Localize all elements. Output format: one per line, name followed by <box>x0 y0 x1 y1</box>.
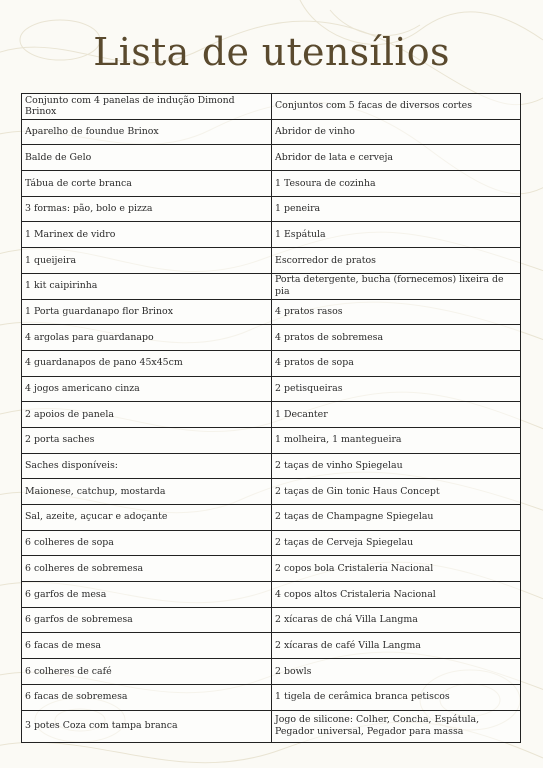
table-cell: 2 copos bola Cristaleria Nacional <box>272 556 521 582</box>
table-cell: 4 guardanapos de pano 45x45cm <box>22 350 272 376</box>
table-cell: Jogo de silicone: Colher, Concha, Espátula, Pegador universal, Pegador para massa <box>272 710 521 742</box>
table-cell: 3 potes Coza com tampa branca <box>22 710 272 742</box>
table-row <box>22 196 521 222</box>
table-cell: 2 taças de Champagne Spiegelau <box>272 505 521 531</box>
table-cell: 4 pratos de sopa <box>272 350 521 376</box>
table-cell: 2 taças de vinho Spiegelau <box>272 453 521 479</box>
table-cell: 4 copos altos Cristaleria Nacional <box>272 582 521 608</box>
table-row <box>22 350 521 376</box>
table-row <box>22 582 521 608</box>
table-cell: 4 argolas para guardanapo <box>22 325 272 351</box>
table-cell: 1 molheira, 1 mantegueira <box>272 427 521 453</box>
table-cell: 2 porta saches <box>22 427 272 453</box>
table-cell: 6 garfos de sobremesa <box>22 607 272 633</box>
table-cell: Conjuntos com 5 facas de diversos cortes <box>272 94 521 120</box>
table-cell: 1 Tesoura de cozinha <box>272 171 521 197</box>
table-row <box>22 710 521 742</box>
table-cell: Conjunto com 4 panelas de indução Dimond Brinox <box>22 94 272 120</box>
table-row <box>22 453 521 479</box>
table-row <box>22 376 521 402</box>
table-cell: Maionese, catchup, mostarda <box>22 479 272 505</box>
table-cell: Tábua de corte branca <box>22 171 272 197</box>
table-cell: Abridor de vinho <box>272 119 521 145</box>
table-cell: Abridor de lata e cerveja <box>272 145 521 171</box>
table-cell: Balde de Gelo <box>22 145 272 171</box>
table-cell: Saches disponíveis: <box>22 453 272 479</box>
table-row <box>22 479 521 505</box>
table-row <box>22 273 521 299</box>
table-cell: 1 Marinex de vidro <box>22 222 272 248</box>
table-cell: 6 facas de sobremesa <box>22 684 272 710</box>
table-row <box>22 222 521 248</box>
table-cell: Aparelho de foundue Brinox <box>22 119 272 145</box>
table-cell: 1 Porta guardanapo flor Brinox <box>22 299 272 325</box>
table-row <box>22 684 521 710</box>
table-cell: 6 garfos de mesa <box>22 582 272 608</box>
table-row <box>22 633 521 659</box>
table-cell: 1 Espátula <box>272 222 521 248</box>
table-cell: 2 petisqueiras <box>272 376 521 402</box>
table-cell: 2 xícaras de chá Villa Langma <box>272 607 521 633</box>
table-cell: 1 tigela de cerâmica branca petiscos <box>272 684 521 710</box>
table-row <box>22 505 521 531</box>
table-cell: 6 colheres de sopa <box>22 530 272 556</box>
table-row <box>22 94 521 120</box>
table-cell: 3 formas: pão, bolo e pizza <box>22 196 272 222</box>
table-cell: 6 colheres de café <box>22 659 272 685</box>
table-cell: Porta detergente, bucha (fornecemos) lixeira de pia <box>272 273 521 299</box>
table-cell: Escorredor de pratos <box>272 248 521 274</box>
table-cell: 6 colheres de sobremesa <box>22 556 272 582</box>
table-cell: 2 taças de Cerveja Spiegelau <box>272 530 521 556</box>
table-row <box>22 299 521 325</box>
table-row <box>22 325 521 351</box>
table-row <box>22 119 521 145</box>
table-cell: 4 pratos de sobremesa <box>272 325 521 351</box>
table-cell: 1 kit caipirinha <box>22 273 272 299</box>
table-cell: 4 pratos rasos <box>272 299 521 325</box>
table-cell: 1 peneira <box>272 196 521 222</box>
utensils-table <box>21 93 521 743</box>
table-cell: 1 Decanter <box>272 402 521 428</box>
page-title: Lista de utensílios <box>93 30 450 74</box>
table-row <box>22 171 521 197</box>
table-cell: 2 bowls <box>272 659 521 685</box>
table-cell: 1 queijeira <box>22 248 272 274</box>
table-row <box>22 427 521 453</box>
table-cell: 4 jogos americano cinza <box>22 376 272 402</box>
table-row <box>22 607 521 633</box>
table-row <box>22 556 521 582</box>
table-cell: 6 facas de mesa <box>22 633 272 659</box>
table-row <box>22 248 521 274</box>
table-row <box>22 659 521 685</box>
table-row <box>22 530 521 556</box>
table-cell: 2 xícaras de café Villa Langma <box>272 633 521 659</box>
table-cell: Sal, azeite, açucar e adoçante <box>22 505 272 531</box>
table-row <box>22 145 521 171</box>
table-cell: 2 taças de Gin tonic Haus Concept <box>272 479 521 505</box>
table-cell: 2 apoios de panela <box>22 402 272 428</box>
table-row <box>22 402 521 428</box>
